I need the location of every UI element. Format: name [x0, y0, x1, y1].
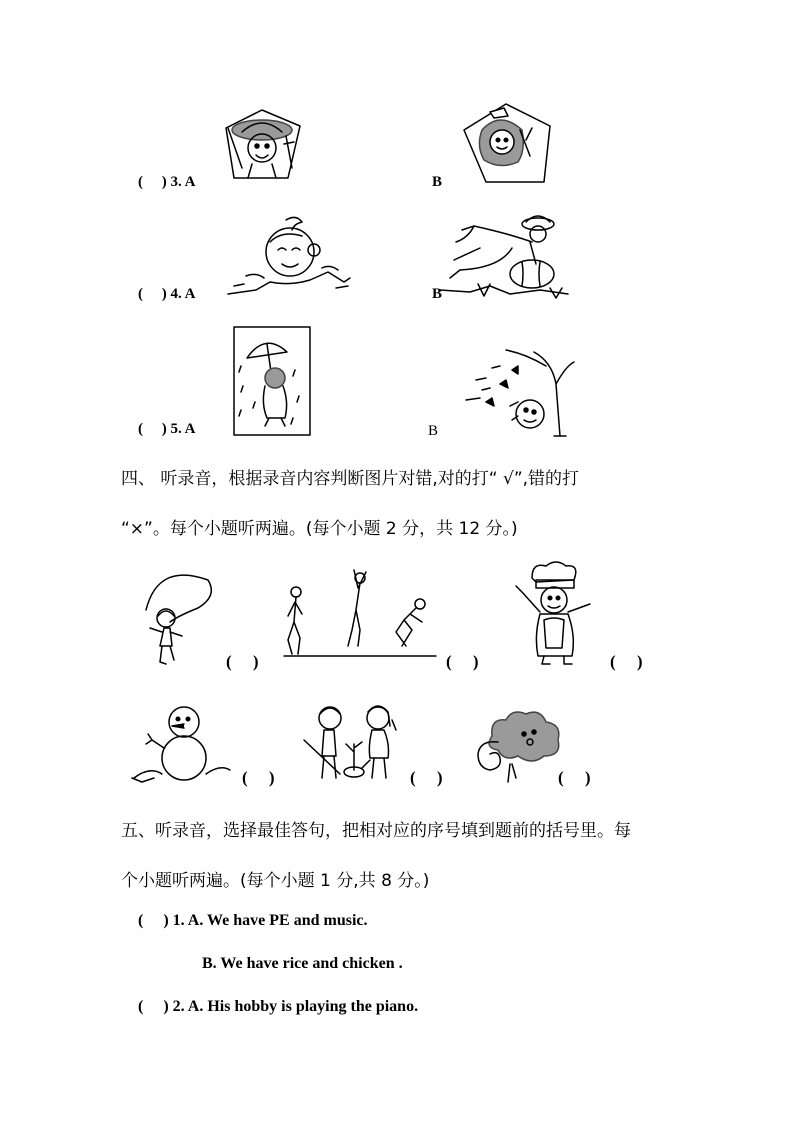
part4-answer-blank-3[interactable]: ( ) [610, 652, 643, 671]
part5-heading-line2: 个小题听两遍。(每个小题 1 分,共 8 分。) [121, 871, 430, 891]
item5-label: ( ) 5. A [138, 421, 196, 437]
picture-girl-skipping-rope [138, 566, 218, 670]
item3-a-picture-girl-with-hat [222, 108, 304, 180]
picture-boy-jumping-sequence [280, 566, 440, 662]
item4-b-label: B [432, 286, 443, 302]
part5-q1-option-b: B. We have rice and chicken . [202, 955, 403, 972]
item5-b-label: B [428, 423, 439, 439]
part5-heading-line1: 五、听录音，选择最佳答句，把相对应的序号填到题前的括号里。每 [121, 821, 631, 841]
picture-snowman [130, 700, 234, 784]
item5-a-picture-child-in-rain [233, 326, 311, 436]
item5-b-picture-windy-tree [456, 344, 576, 438]
picture-chef [506, 560, 598, 670]
item3-label: ( ) 3. A [138, 174, 196, 190]
part4-answer-blank-6[interactable]: ( ) [558, 768, 591, 787]
part4-heading-line1: 四、 听录音，根据录音内容判断图片对错,对的打“ √”,错的打 [121, 469, 580, 489]
picture-windy-cloud [472, 708, 562, 786]
part4-answer-blank-5[interactable]: ( ) [410, 768, 443, 787]
item4-b-picture-man-with-pumpkin [440, 208, 570, 302]
picture-children-planting-tree [300, 700, 406, 782]
item3-b-label: B [432, 174, 443, 190]
part4-answer-blank-4[interactable]: ( ) [242, 768, 275, 787]
part4-answer-blank-1[interactable]: ( ) [226, 652, 259, 671]
part5-q2-option-a: ( ) 2. A. His hobby is playing the piano. [138, 998, 419, 1015]
item4-label: ( ) 4. A [138, 286, 196, 302]
item4-a-picture-boy-swimming [226, 212, 352, 302]
part5-q1-option-a: ( ) 1. A. We have PE and music. [138, 912, 368, 929]
part4-answer-blank-2[interactable]: ( ) [446, 652, 479, 671]
part4-heading-line2: “×”。每个小题听两遍。(每个小题 2 分，共 12 分。) [121, 519, 518, 539]
item3-b-picture-nurse [460, 100, 552, 185]
